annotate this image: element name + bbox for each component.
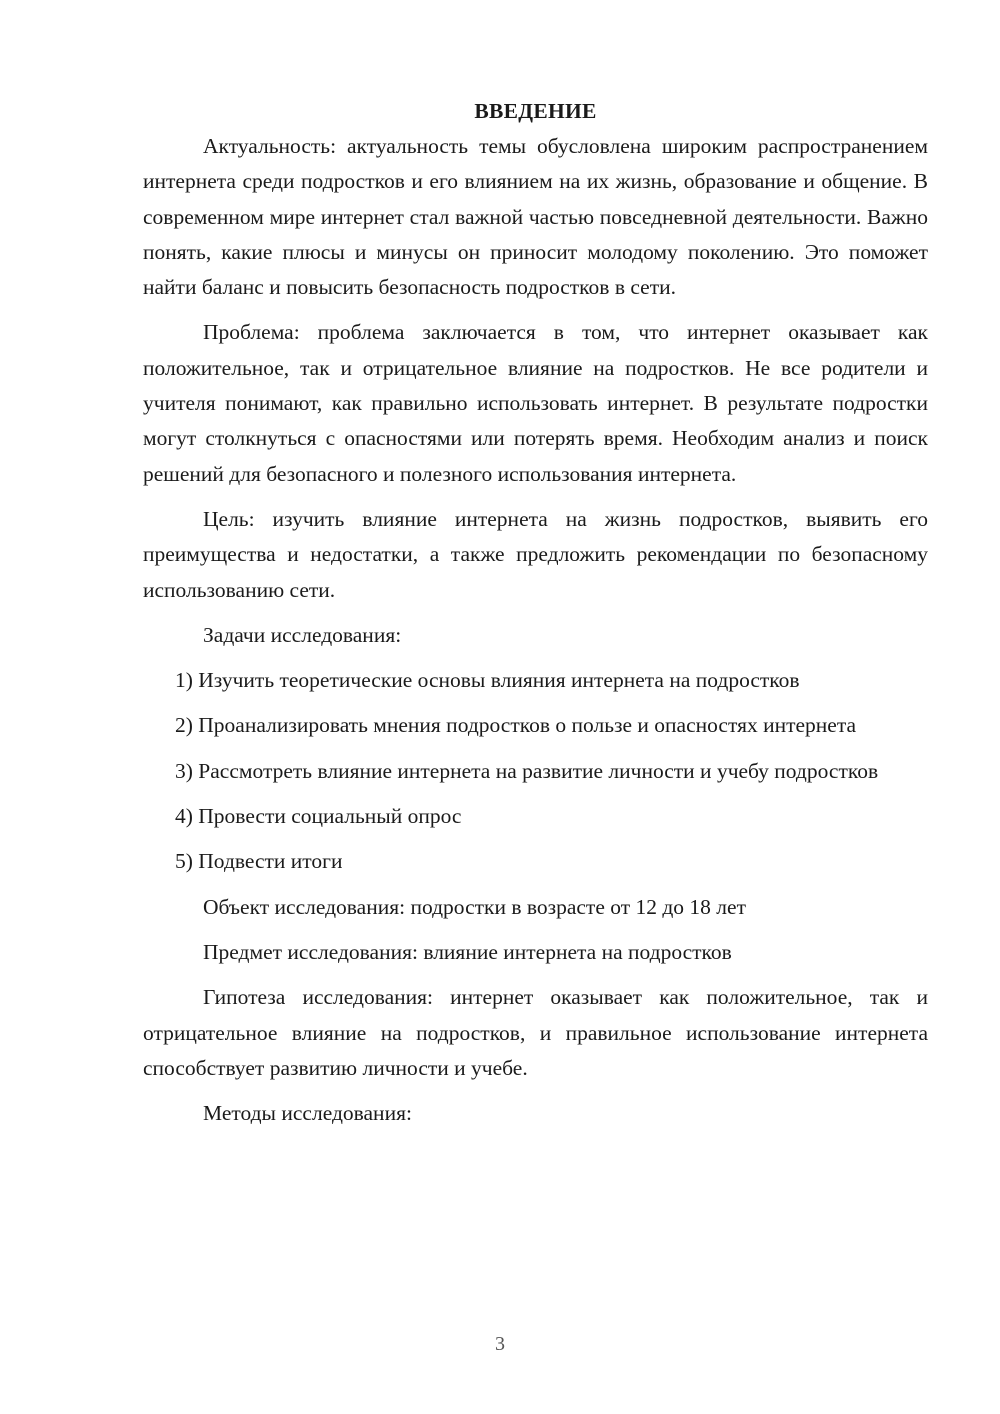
task-item: 2) Проанализировать мнения подростков о пользе и опасностях интернета: [175, 713, 857, 738]
section-title: ВВЕДЕНИЕ: [474, 99, 597, 123]
page-number: 3: [495, 1333, 505, 1355]
hypothesis-paragraph: Гипотеза исследования: интернет оказывает как положительное, так и отрицательное влияние на подростков, и правильное использование интернета способствует развитию личности и учебе.: [143, 985, 928, 1080]
task-item: 1) Изучить теоретические основы влияния интернета на подростков: [175, 668, 800, 693]
subject-paragraph: Предмет исследования: влияние интернета на подростков: [203, 939, 732, 964]
goal-paragraph: Цель: изучить влияние интернета на жизнь подростков, выявить его преимущества и недостатки, а также предложить рекомендации по безопасному использованию сети.: [143, 506, 928, 602]
object-paragraph: Объект исследования: подростки в возрасте от 12 до 18 лет: [203, 894, 746, 919]
task-item: 5) Подвести итоги: [175, 849, 343, 874]
tasks-heading: Задачи исследования:: [203, 622, 402, 647]
relevance-paragraph: Актуальность: актуальность темы обусловлена широким распространением интернета среди подростков и его влиянием на их жизнь, образование и общение. В современном мире интернет стал важной частью повседневной деятельности. Важно понять, какие плюсы и минусы он приносит молодому поколению. Это поможет найти баланс и повысить безопасность подростков в сети.: [143, 134, 928, 300]
task-item: 3) Рассмотреть влияние интернета на развитие личности и учебу подростков: [175, 758, 879, 783]
problem-paragraph: Проблема: проблема заключается в том, что интернет оказывает как положительное, так и отрицательное влияние на подростков. Не все родители и учителя понимают, как правильно использовать интернет. В результате подростки могут столкнуться с опасностями или потерять время. Необходим анализ и поиск решений для безопасного и полезного использования интернета.: [143, 320, 928, 486]
page-content: [143, 94, 928, 1131]
methods-heading: Методы исследования:: [203, 1101, 412, 1126]
task-item: 4) Провести социальный опрос: [175, 804, 462, 829]
